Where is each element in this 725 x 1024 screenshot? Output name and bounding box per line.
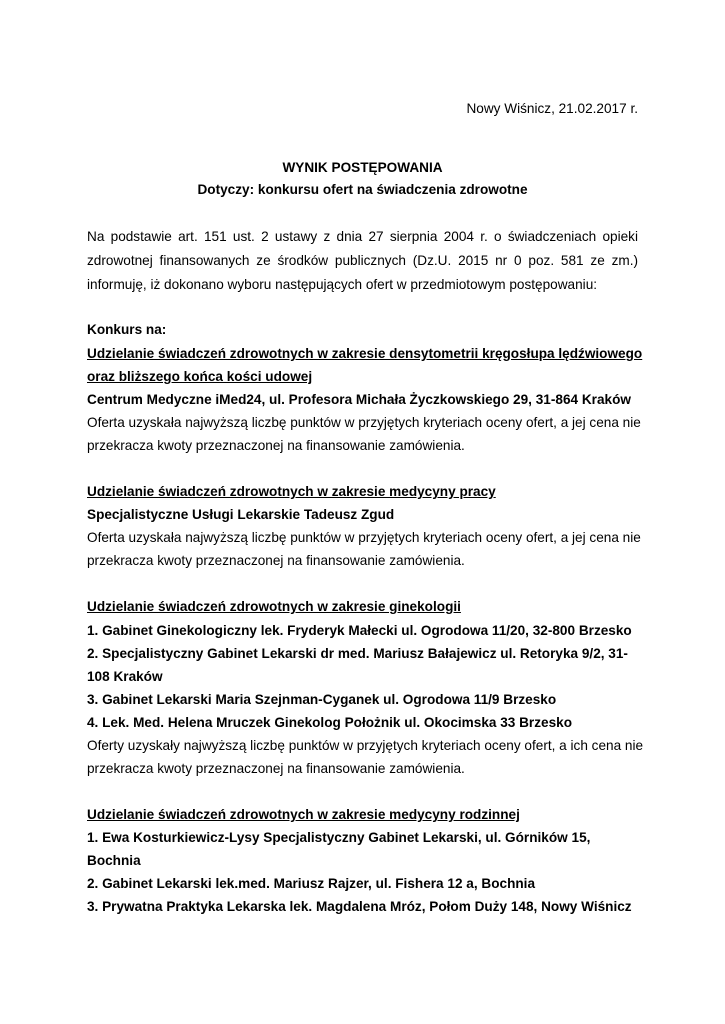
section3-title: Udzielanie świadczeń zdrowotnych w zakresie ginekologii (87, 599, 461, 614)
section1-title-line-1: Udzielanie świadczeń zdrowotnych w zakresie densytometrii kręgosłupa lędźwiowego (87, 346, 643, 361)
place-date: Nowy Wiśnicz, 21.02.2017 r. (466, 101, 638, 116)
section4-item-3: 3. Prywatna Praktyka Lekarska lek. Magdalena Mróz, Połom Duży 148, Nowy Wiśnicz (87, 899, 632, 914)
section4-item-1-line-1: 1. Ewa Kosturkiewicz-Lysy Specjalistyczny Gabinet Lekarski, ul. Górników 15, (87, 830, 591, 845)
konkurs-label: Konkurs na: (87, 322, 167, 337)
section1-title-line-2: oraz bliższego końca kości udowej (87, 369, 313, 384)
section3-item-2-line-1: 2. Specjalistyczny Gabinet Lekarski dr med. Mariusz Bałajewicz ul. Retoryka 9/2, 31- (87, 646, 628, 661)
section1-note-line-1: Oferta uzyskała najwyższą liczbę punktów w przyjętych kryteriach oceny ofert, a jej cena nie (87, 415, 641, 430)
section3-item-2-line-2: 108 Kraków (87, 669, 163, 684)
section4-title: Udzielanie świadczeń zdrowotnych w zakresie medycyny rodzinnej (87, 807, 520, 822)
intro-line-2: zdrowotnej finansowanych ze środków publicznych (Dz.U. 2015 nr 0 poz. 581 ze zm.) (87, 253, 638, 268)
document-subject: Dotyczy: konkursu ofert na świadczenia zdrowotne (197, 182, 528, 197)
section3-item-4: 4. Lek. Med. Helena Mruczek Ginekolog Położnik ul. Okocimska 33 Brzesko (87, 715, 573, 730)
section4-item-2: 2. Gabinet Lekarski lek.med. Mariusz Rajzer, ul. Fishera 12 a, Bochnia (87, 876, 536, 891)
document-title: WYNIK POSTĘPOWANIA (282, 160, 443, 175)
section3-note-line-2: przekracza kwoty przeznaczonej na finansowanie zamówienia. (87, 761, 465, 776)
section1-note-line-2: przekracza kwoty przeznaczonej na finansowanie zamówienia. (87, 438, 465, 453)
intro-line-3: informuję, iż dokonano wyboru następujących ofert w przedmiotowym postępowaniu: (87, 277, 598, 292)
section2-note-line-1: Oferta uzyskała najwyższą liczbę punktów w przyjętych kryteriach oceny ofert, a jej cena nie (87, 530, 641, 545)
section3-item-1: 1. Gabinet Ginekologiczny lek. Fryderyk Małecki ul. Ogrodowa 11/20, 32-800 Brzesko (87, 623, 632, 638)
section3-note-line-1: Oferty uzyskały najwyższą liczbę punktów w przyjętych kryteriach oceny ofert, a ich cena nie (87, 738, 644, 753)
intro-line-1: Na podstawie art. 151 ust. 2 ustawy z dnia 27 sierpnia 2004 r. o świadczeniach opieki (87, 229, 638, 244)
section2-note-line-2: przekracza kwoty przeznaczonej na finansowanie zamówienia. (87, 553, 465, 568)
section2-provider: Specjalistyczne Usługi Lekarskie Tadeusz Zgud (87, 507, 395, 522)
section3-item-3: 3. Gabinet Lekarski Maria Szejnman-Cyganek ul. Ogrodowa 11/9 Brzesko (87, 692, 557, 707)
section1-provider: Centrum Medyczne iMed24, ul. Profesora Michała Życzkowskiego 29, 31-864 Kraków (87, 392, 631, 407)
section4-item-1-line-2: Bochnia (87, 853, 141, 868)
section2-title: Udzielanie świadczeń zdrowotnych w zakresie medycyny pracy (87, 484, 496, 499)
